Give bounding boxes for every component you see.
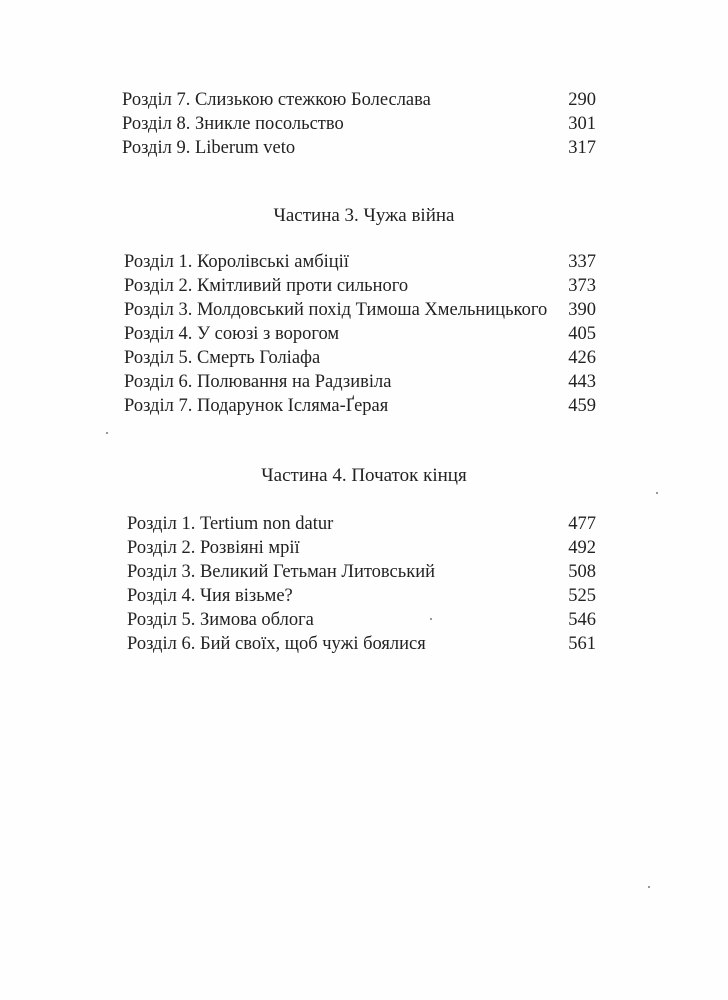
entry-page-number: 459 [568, 396, 596, 416]
entry-title: Розділ 1. Королівські амбіції [124, 252, 349, 272]
entry-page-number: 405 [568, 324, 596, 344]
entry-page-number: 492 [568, 538, 596, 558]
entry-title: Розділ 5. Зимова облога [127, 610, 314, 630]
scan-speck [430, 618, 432, 620]
entry-page-number: 301 [568, 114, 596, 134]
entry-title: Розділ 8. Зникле посольство [122, 114, 344, 134]
entry-page-number: 443 [568, 372, 596, 392]
entry-title: Розділ 6. Полювання на Радзивіла [124, 372, 392, 392]
entry-title: Розділ 3. Молдовський похід Тимоша Хмельницького [124, 300, 548, 320]
entry-page-number: 477 [568, 514, 596, 534]
entry-title: Розділ 3. Великий Гетьман Литовський [127, 562, 435, 582]
entry-title: Розділ 2. Розвіяні мрії [127, 538, 300, 558]
entry-page-number: 546 [568, 610, 596, 630]
entry-page-number: 317 [568, 138, 596, 158]
entry-page-number: 290 [568, 90, 596, 110]
entry-title: Розділ 5. Смерть Голіафа [124, 348, 321, 368]
entry-title: Розділ 7. Подарунок Ісляма-Ґерая [124, 396, 389, 416]
part-3-heading: Частина 3. Чужа війна [273, 205, 455, 226]
entry-title: Розділ 4. У союзі з ворогом [124, 324, 340, 344]
scan-speck [106, 432, 108, 434]
entry-title: Розділ 4. Чия візьме? [127, 586, 293, 606]
entry-page-number: 508 [568, 562, 596, 582]
part-4-heading: Частина 4. Початок кінця [261, 465, 467, 486]
entry-title: Розділ 6. Бий своїх, щоб чужі боялися [127, 634, 426, 654]
entry-page-number: 561 [568, 634, 596, 654]
entry-title: Розділ 9. Liberum veto [122, 138, 296, 158]
entry-page-number: 525 [568, 586, 596, 606]
entry-title: Розділ 1. Tertium non datur [127, 514, 334, 534]
entry-title: Розділ 7. Слизькою стежкою Болеслава [122, 90, 431, 110]
entry-title: Розділ 2. Кмітливий проти сильного [124, 276, 409, 296]
scan-speck [648, 886, 650, 888]
entry-page-number: 337 [568, 252, 596, 272]
entry-page-number: 390 [568, 300, 596, 320]
scan-speck [656, 492, 658, 494]
entry-page-number: 426 [568, 348, 596, 368]
entry-page-number: 373 [568, 276, 596, 296]
